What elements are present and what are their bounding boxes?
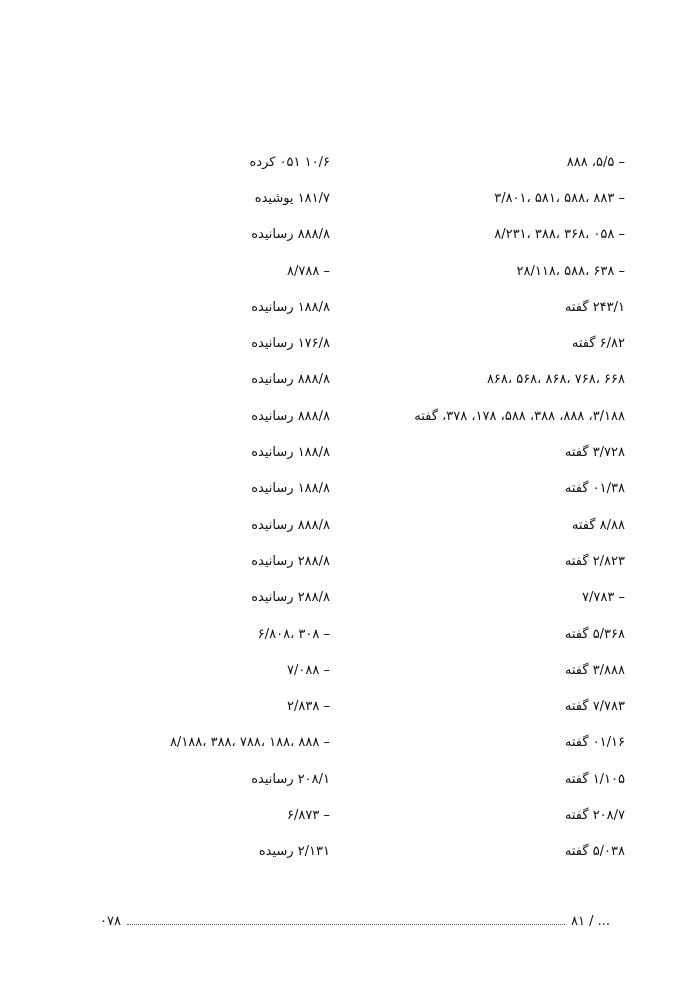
page-footer: [100, 910, 610, 932]
index-entry: ۷/۷۸۳ –: [582, 590, 625, 606]
index-entry: ۸۸۸/۸ رسانیده: [251, 517, 330, 533]
index-entry: ۱/۱۰۵ گفته: [564, 771, 625, 787]
index-entry: ۸/۷۸۸ –: [287, 263, 330, 279]
index-entry: ۸۸۸/۸ رسانیده: [251, 227, 330, 243]
index-entry: ۳/۸۰۱، ۵۸۱، ۵۸۸، ۸۸۳ –: [494, 190, 625, 206]
index-entry: ۱۷۶/۸ رسانیده: [251, 336, 330, 352]
index-entry: ۲/۱۳۱ رسیده: [258, 844, 330, 860]
index-entry: ۲/۸۲۳ گفته: [564, 553, 625, 569]
index-entry: ۱۸۸/۸ رسانیده: [251, 481, 330, 497]
index-entry: ۱۸۸/۸ رسانیده: [251, 445, 330, 461]
leader-dots: [127, 923, 565, 925]
index-entry: ۲۰۸/۱ رسانیده: [251, 771, 330, 787]
index-entry: ۸۸۸ ،۵/۵ –: [566, 154, 625, 170]
index-entry: ۷/۰۸۸ –: [287, 662, 330, 678]
index-entry: ۸۶۸، ۵۶۸، ۸۶۸، ۷۶۸، ۶۶۸: [486, 372, 625, 388]
index-entry: ۳/۷۲۸ گفته: [564, 445, 625, 461]
page-number: ۰۷۸: [100, 913, 121, 929]
index-entry: ۰۱/۳۸ گفته: [564, 481, 625, 497]
index-entry: ۶/۸۰۸، ۳۰۸ –: [257, 626, 330, 642]
index-entry: ۸/۱۸۸، ۳۸۸، ۷۸۸، ۱۸۸، ۸۸۸ –: [169, 735, 330, 751]
running-title: ۸۱ / ...: [570, 913, 610, 929]
index-entry: ۳/۸۸۸ گفته: [564, 662, 625, 678]
index-entry: ۲۸۸/۸ رسانیده: [251, 590, 330, 606]
index-entry: ۷/۷۸۳ گفته: [564, 699, 625, 715]
index-entry: ۱۸۸/۸ رسانیده: [251, 299, 330, 315]
index-entry: ۸/۸۸ گفته: [571, 517, 625, 533]
index-entry: ۸/۲۳۱، ۳۸۸، ۳۶۸، ۰۵۸ –: [494, 227, 625, 243]
index-entry: ۲۰۸/۷ گفته: [564, 807, 625, 823]
index-entry: ۶/۸۷۳ –: [287, 807, 330, 823]
index-entry: ۲۴۳/۱ گفته: [564, 299, 625, 315]
index-entry: ۵/۰۳۸ گفته: [564, 844, 625, 860]
index-entry: ۰۱/۱۶ گفته: [564, 735, 625, 751]
index-entry: ۱۰/۶ ۰۵۱ کرده: [249, 154, 330, 170]
index-entry: ۲/۸۳۸ –: [287, 699, 330, 715]
index-entry: ۲۸۸/۸ رسانیده: [251, 553, 330, 569]
index-entry: ۶/۸۲ گفته: [571, 336, 625, 352]
index-entry: ۲۸/۱۱۸، ۵۸۸، ۶۳۸ –: [516, 263, 625, 279]
right-column: [365, 144, 625, 870]
index-entry: ۸۸۸/۸ رسانیده: [251, 408, 330, 424]
index-entry: ۱۸۱/۷ یوشیده: [254, 190, 330, 206]
index-entry: ۵/۳۶۸ گفته: [564, 626, 625, 642]
index-entry: ۸۸۸/۸ رسانیده: [251, 372, 330, 388]
left-column: [100, 144, 330, 870]
index-entry: ۳/۱۸۸، ۸۸۸، ۳۸۸، ۵۸۸، ۱۷۸، ۳۷۸، گفته: [414, 408, 625, 424]
